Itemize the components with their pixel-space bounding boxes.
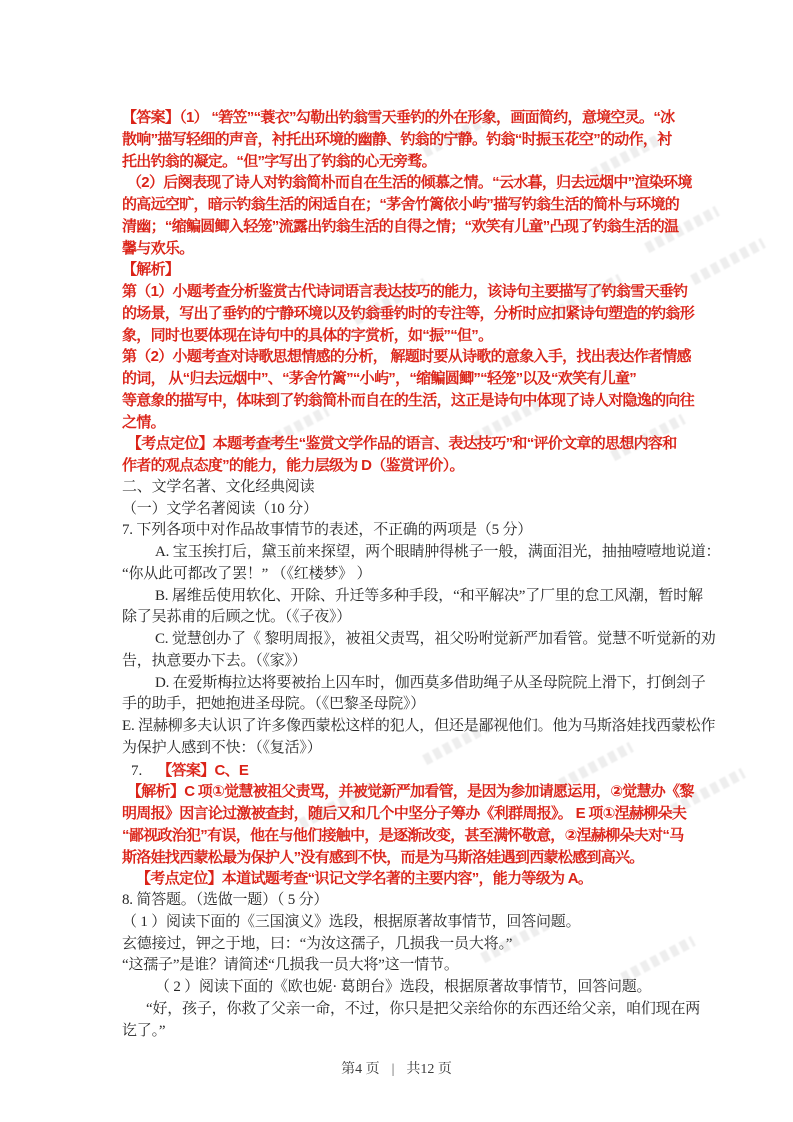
analysis-heading: 【解析】 [122, 261, 180, 279]
analysis-line: 之情。 [122, 413, 165, 431]
question-7-option-c: C. 觉慧创办了《 黎明周报》，被祖父责骂，祖父吩咐觉新严加看管。觉慧不听觉新的劝 [155, 631, 716, 647]
analysis-line: 的场景，写出了垂钓的宁静环境以及钓翁垂钓时的专注等，分析时应扣紧诗句塑造的钓翁形 [122, 304, 695, 322]
question-7-answer-line [122, 760, 700, 782]
subsection-heading: （一）文学名著阅读（10 分） [122, 500, 318, 517]
analysis-line: 斯洛娃找西蒙松最为保护人”没有感到不快，而是为马斯洛娃遇到西蒙松感到高兴。 [122, 848, 644, 866]
watermark [690, 238, 766, 285]
question-7-option-e: 为保护人感到不快：（《复活》） [122, 739, 322, 756]
analysis-line: 等意象的描写中，体味到了钓翁简朴而自在的生活，这正是诗句中体现了诗人对隐逸的向往 [122, 391, 695, 409]
answer-line: 清幽；“缩鳊圆鲫入轻笼”流露出钓翁生活的自得之情；“欢笑有儿童”凸现了钓翁生活的温 [122, 217, 679, 235]
answer-line: 托出钓翁的凝定。“但”字写出了钓翁的心无旁骛。 [122, 152, 436, 170]
question-7-option-c: 告，执意要办下去。（《家》） [122, 652, 307, 669]
question-number: 7. [131, 762, 143, 779]
question-7-option-b: 除了吴荪甫的后顾之忧。（《子夜》） [122, 609, 352, 626]
page-separator: | [391, 1062, 395, 1077]
question-7-option-d: 手的助手，把她抱进圣母院。（《巴黎圣母院》） [122, 696, 426, 713]
quoted-passage-line: 讫了。” [122, 1022, 166, 1039]
analysis-line: 第（2）小题考查对诗歌思想情感的分析， 解题时要从诗歌的意象入手，找出表达作者情感 [122, 348, 691, 366]
question-8-prompt: “这孺子”是谁？请简述“几损我一员大将”这一情节。 [122, 957, 459, 974]
answer-line: 【答案】（1） “箬笠”“蓑衣”勾勒出钓翁雪天垂钓的外在形象，画面简约，意境空灵。“冰 [122, 109, 675, 126]
question-7-option-b: B. 屠维岳使用软化、开除、升迁等多种手段，“和平解决”了厂里的怠工风潮，暂时解 [155, 587, 703, 604]
answer-label: 【答案】C、E [157, 761, 249, 779]
quoted-passage-line: 玄德接过，钾之于地，曰：“为汝这孺子，几损我一员大将。” [122, 935, 513, 952]
exam-point-line: 【考点定位】本题考查考生“鉴赏文学作品的语言、表达技巧”和“评价文章的思想内容和 [127, 435, 677, 453]
analysis-line: 第（1）小题考查分析鉴赏古代诗词语言表达技巧的能力，该诗句主要描写了钓翁雪天垂钓 [122, 283, 688, 300]
question-7-option-d: D. 在爱斯梅拉达将要被抬上囚车时，伽西莫多借助绳子从圣母院院上滑下，打倒刽子 [155, 674, 706, 691]
section-heading: 二、文学名著、文化经典阅读 [122, 478, 315, 495]
answer-line: 馨与欢乐。 [122, 239, 194, 257]
question-7-stem: 7. 下列各项中对作品故事情节的表述，不正确的两项是（5 分） [122, 522, 533, 539]
exam-point-line: 【考点定位】本道试题考查“识记文学名著的主要内容”，能力等级为 A。 [136, 870, 593, 888]
answer-line: 散响”描写轻细的声音，衬托出环境的幽静、钓翁的宁静。钓翁“时振玉花空”的动作，衬 [122, 130, 672, 148]
answer-line: （2）后阕表现了诗人对钓翁简朴而自在生活的倾慕之情。“云水暮，归去远烟中”渲染环境 [127, 174, 692, 192]
page-footer [0, 1058, 793, 1078]
question-8-stem: 8. 简答题。（选做一题）（ 5 分） [122, 892, 329, 908]
total-pages: 共12 页 [406, 1062, 452, 1077]
question-7-option-a: A. 宝玉挨打后，黛玉前来探望，两个眼睛肿得桃子一般，满面泪光，抽抽噎噎地说道： [155, 544, 721, 560]
question-7-option-a: “你从此可都改了罢！” （《红楼梦》 ） [122, 565, 372, 582]
analysis-line: “鄙视政治犯”有误，他在与他们接触中，是逐渐改变，甚至满怀敬意，②涅赫柳朵夫对“马 [122, 826, 684, 844]
quoted-passage-line: “好，孩子，你救了父亲一命，不过，你只是把父亲给你的东西还给父亲，咱们现在两 [146, 1000, 701, 1017]
exam-point-line: 作者的观点态度”的能力，能力层级为 D（鉴赏评价）。 [122, 457, 464, 474]
analysis-line: 【解析】C 项①觉慧被祖父责骂，并被觉新严加看管，是因为参加请愿运用，②觉慧办《黎 [127, 783, 694, 801]
question-8-part-2: （ 2 ）阅读下面的《欧也妮· 葛朗台》选段，根据原著故事情节，回答问题。 [155, 979, 652, 995]
document-body [122, 107, 721, 1042]
analysis-line: 明周报》因言论过激被查封，随后又和几个中坚分子筹办《利群周报》。 E 项①涅赫柳朵夫 [122, 805, 687, 822]
answer-line: 的高远空旷，暗示钓翁生活的闲适自在；“茅舍竹篱依小屿”描写钓翁生活的简朴与环境的 [122, 196, 680, 213]
analysis-line: 象，同时也要体现在诗句中的具体的字赏析，如“振”“但”。 [122, 326, 493, 344]
question-7-option-e: E. 涅赫柳多夫认识了许多像西蒙松这样的犯人，但还是鄙视他们。他为马斯洛娃找西蒙松作 [122, 718, 716, 734]
page-number: 第4 页 [341, 1062, 380, 1077]
question-8-part-1: （ 1 ）阅读下面的《三国演义》选段，根据原著故事情节，回答问题。 [122, 913, 581, 930]
analysis-line: 的词， 从“归去远烟中”、“茅舍竹篱”“小屿”，“缩鳊圆鲫”“轻笼”以及“欢笑有儿童” [122, 370, 637, 387]
